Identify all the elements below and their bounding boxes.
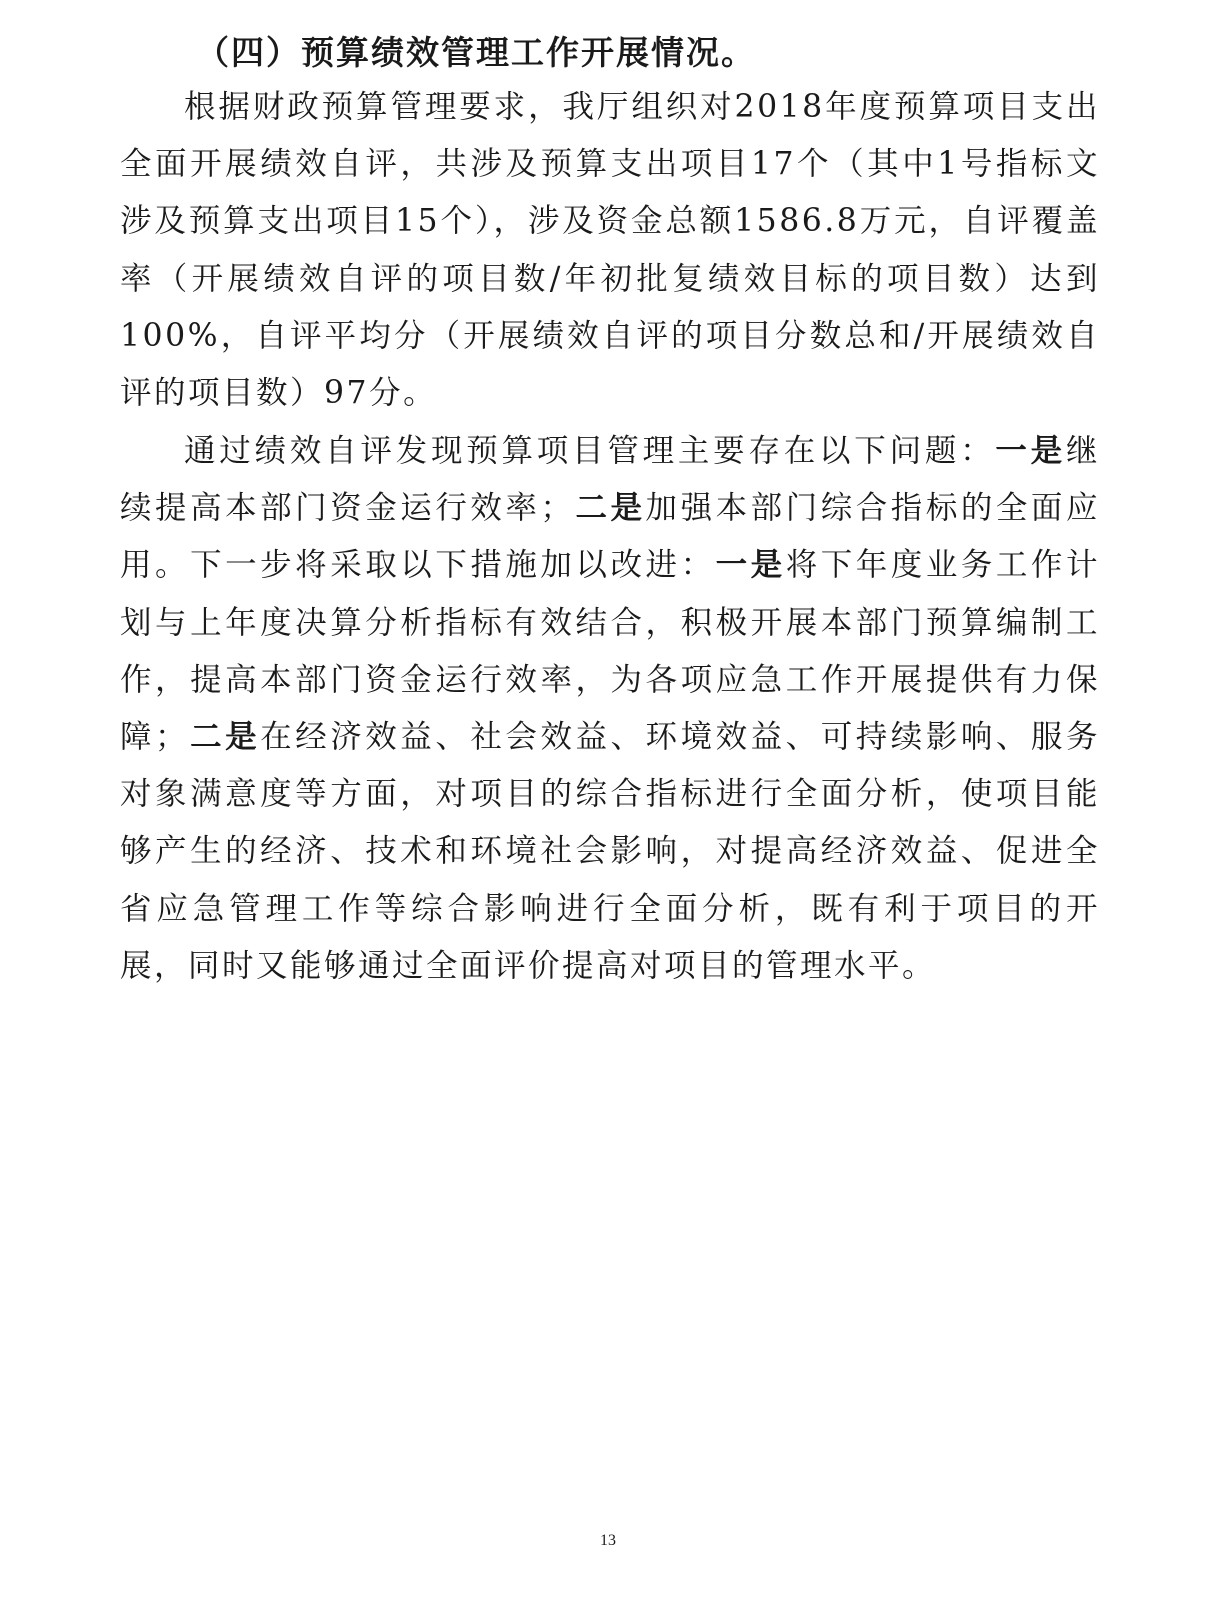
paragraph-problems-and-measures xyxy=(120,423,1100,995)
section-heading: （四）预算绩效管理工作开展情况。 xyxy=(196,33,756,72)
problems-intro: 通过绩效自评发现预算项目管理主要存在以下问题： xyxy=(184,433,996,469)
problem-1-text: 继续提高本部门资金运行效率； xyxy=(120,433,1100,527)
measure-1-label: 一是 xyxy=(715,547,786,584)
measure-2-label: 二是 xyxy=(189,719,261,756)
page-number: 13 xyxy=(600,1532,616,1549)
problem-1-label: 一是 xyxy=(995,433,1066,469)
problem-2-label: 二是 xyxy=(574,490,646,527)
measure-1-text: 将下年度业务工作计划与上年度决算分析指标有效结合，积极开展本部门预算编制工作，提高本部门资金运行效率，为各项应急工作开展提供有力保障； xyxy=(120,547,1100,756)
paragraph-self-evaluation: 根据财政预算管理要求，我厅组织对2018年度预算项目支出全面开展绩效自评，共涉及预算支出项目17个（其中1号指标文涉及预算支出项目15个），涉及资金总额1586.8万元，自评覆盖率（开展绩效自评的项目数/年初批复绩效目标的项目数）达到100%，自评平均分（开展绩效自评的项目分数总和/开展绩效自评的项目数）97分。 xyxy=(120,89,1100,412)
measure-2-text: 在经济效益、社会效益、环境效益、可持续影响、服务对象满意度等方面，对项目的综合指标进行全面分析，使项目能够产生的经济、技术和环境社会影响，对提高经济效益、促进全省应急管理工作等综合影响进行全面分析，既有利于项目的开展，同时又能够通过全面评价提高对项目的管理水平。 xyxy=(120,719,1100,984)
problem-2-text: 加强本部门综合指标的全面应用。下一步将采取以下措施加以改进： xyxy=(120,490,1100,584)
